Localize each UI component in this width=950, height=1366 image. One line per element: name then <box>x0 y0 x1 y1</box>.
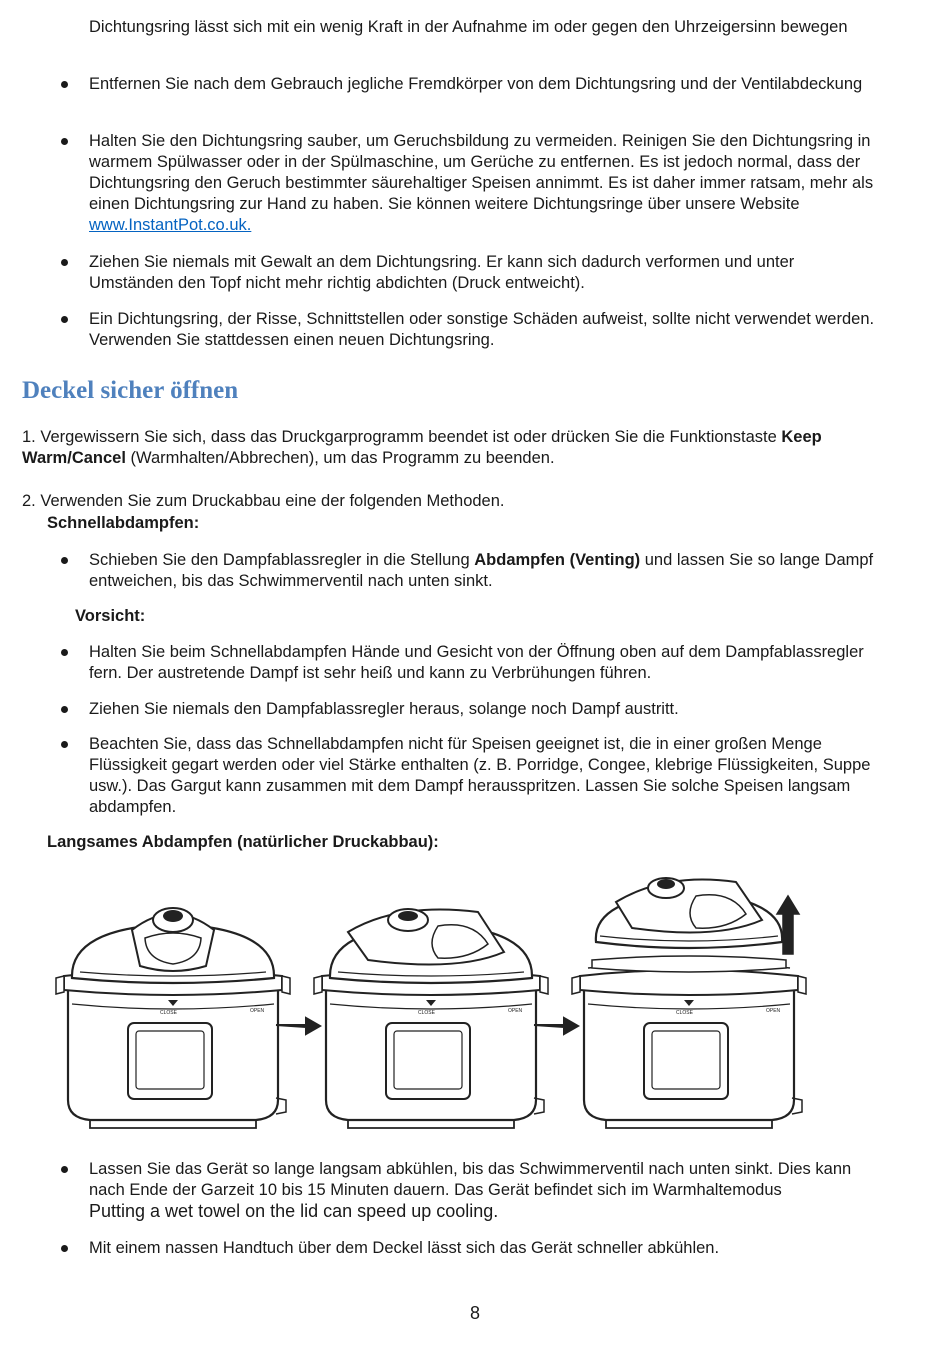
quick-release-title: Schnellabdampfen: <box>47 514 200 532</box>
list-item-suffix: und lassen Sie so lange Dampf entweichen, bis das Schwimmerventil nach unten sinkt. <box>89 551 874 590</box>
website-link[interactable]: www.InstantPot.co.uk. <box>89 216 252 234</box>
list-item: Entfernen Sie nach dem Gebrauch jegliche Fremdkörper von dem Dichtungsring und der Ventilabdeckung <box>0 74 950 95</box>
list-item: Halten Sie beim Schnellabdampfen Hände und Gesicht von der Öffnung oben auf dem Dampfablassregler fern. Der austretende Dampf ist sehr heiß und kann zu Verbrühungen führen. <box>0 642 950 684</box>
step-1-text: 1. Vergewissern Sie sich, dass das Druckgarprogramm beendet ist oder drücken Sie die Funktionstaste <box>22 428 782 446</box>
list-item <box>0 1159 950 1223</box>
step-2: 2. Verwenden Sie zum Druckabbau eine der folgenden Methoden. <box>22 492 505 510</box>
list-item <box>0 131 950 236</box>
step-1 <box>22 427 880 469</box>
caution-list-3 <box>0 734 950 818</box>
seal-care-list-2 <box>0 131 950 236</box>
seal-care-list-4 <box>0 309 950 351</box>
list-item-text: Halten Sie den Dichtungsring sauber, um Geruchsbildung zu vermeiden. Reinigen Sie den Dichtungsring in warmem Spülwasser oder in der Spülmaschine, um Gerüche zu entfernen. Es ist jedoch normal, dass der Dichtungsring den Geruch bestimmter säurehaltiger Speisen annimmt. Es ist daher immer ratsam, mehr als einen Dichtungsring zur Hand zu haben. Sie können weitere Dichtungsringe über unsere Website <box>89 132 874 213</box>
arrow-right-icon <box>276 1018 320 1034</box>
slow-release-list <box>0 1159 950 1223</box>
cooker-rotated <box>314 909 548 1128</box>
open-label: OPEN <box>508 1008 523 1014</box>
open-label: OPEN <box>766 1008 781 1014</box>
list-item: Beachten Sie, dass das Schnellabdampfen nicht für Speisen geeignet ist, die in einer großen Menge Flüssigkeit gegart werden oder viel Stärke enthalten (z. B. Porridge, Congee, klebrige Flüssigkeiten, Suppe usw.). Das Gargut kann zusammen mit dem Dampf herausspritzen. Lassen Sie solche Speisen langsam abdampfen. <box>0 734 950 818</box>
list-item: Ziehen Sie niemals mit Gewalt an dem Dichtungsring. Er kann sich dadurch verformen und unter Umständen den Topf nicht mehr richtig abdichten (Druck entweicht). <box>0 252 950 294</box>
list-item-text: Lassen Sie das Gerät so lange langsam abkühlen, bis das Schwimmerventil nach unten sinkt. Dies kann nach Ende der Garzeit 10 bis 15 Minuten dauern. Das Gerät befindet sich im Warmhaltemodus <box>89 1160 852 1199</box>
continuation-text: Dichtungsring lässt sich mit ein wenig Kraft in der Aufnahme im oder gegen den Uhrzeigersinn bewegen <box>89 18 848 36</box>
caution-title: Vorsicht: <box>75 607 146 625</box>
list-item <box>0 550 950 592</box>
cooker-lid-lifted <box>572 878 806 1128</box>
caution-list-1 <box>0 642 950 684</box>
close-label: CLOSE <box>676 1010 693 1016</box>
list-item-text: Schieben Sie den Dampfablassregler in die Stellung <box>89 551 475 569</box>
seal-care-list <box>0 74 950 95</box>
caution-list-2 <box>0 699 950 720</box>
lid-opening-illustration <box>50 868 870 1130</box>
slow-release-list-2 <box>0 1238 950 1259</box>
arrow-right-icon <box>534 1018 578 1034</box>
page-number: 8 <box>469 1303 480 1323</box>
seal-care-list-3 <box>0 252 950 294</box>
venting-label: Abdampfen (Venting) <box>474 551 641 569</box>
section-heading: Deckel sicher öffnen <box>22 377 239 404</box>
list-item: Mit einem nassen Handtuch über dem Deckel lässt sich das Gerät schneller abkühlen. <box>0 1238 950 1259</box>
cooker-closed <box>56 908 290 1128</box>
close-label: CLOSE <box>418 1010 435 1016</box>
keep-warm-label: Keep Warm/Cancel <box>22 428 822 467</box>
slow-release-title: Langsames Abdampfen (natürlicher Druckabbau): <box>47 833 439 851</box>
list-item: Ein Dichtungsring, der Risse, Schnittstellen oder sonstige Schäden aufweist, sollte nicht verwendet werden. Verwenden Sie stattdessen einen neuen Dichtungsring. <box>0 309 950 351</box>
open-label: OPEN <box>250 1008 265 1014</box>
close-label: CLOSE <box>160 1010 177 1016</box>
quick-release-list <box>0 550 950 592</box>
step-1-suffix: (Warmhalten/Abbrechen), um das Programm zu beenden. <box>125 449 555 467</box>
english-note: Putting a wet towel on the lid can speed up cooling. <box>89 1201 499 1221</box>
list-item: Ziehen Sie niemals den Dampfablassregler heraus, solange noch Dampf austritt. <box>0 699 950 720</box>
